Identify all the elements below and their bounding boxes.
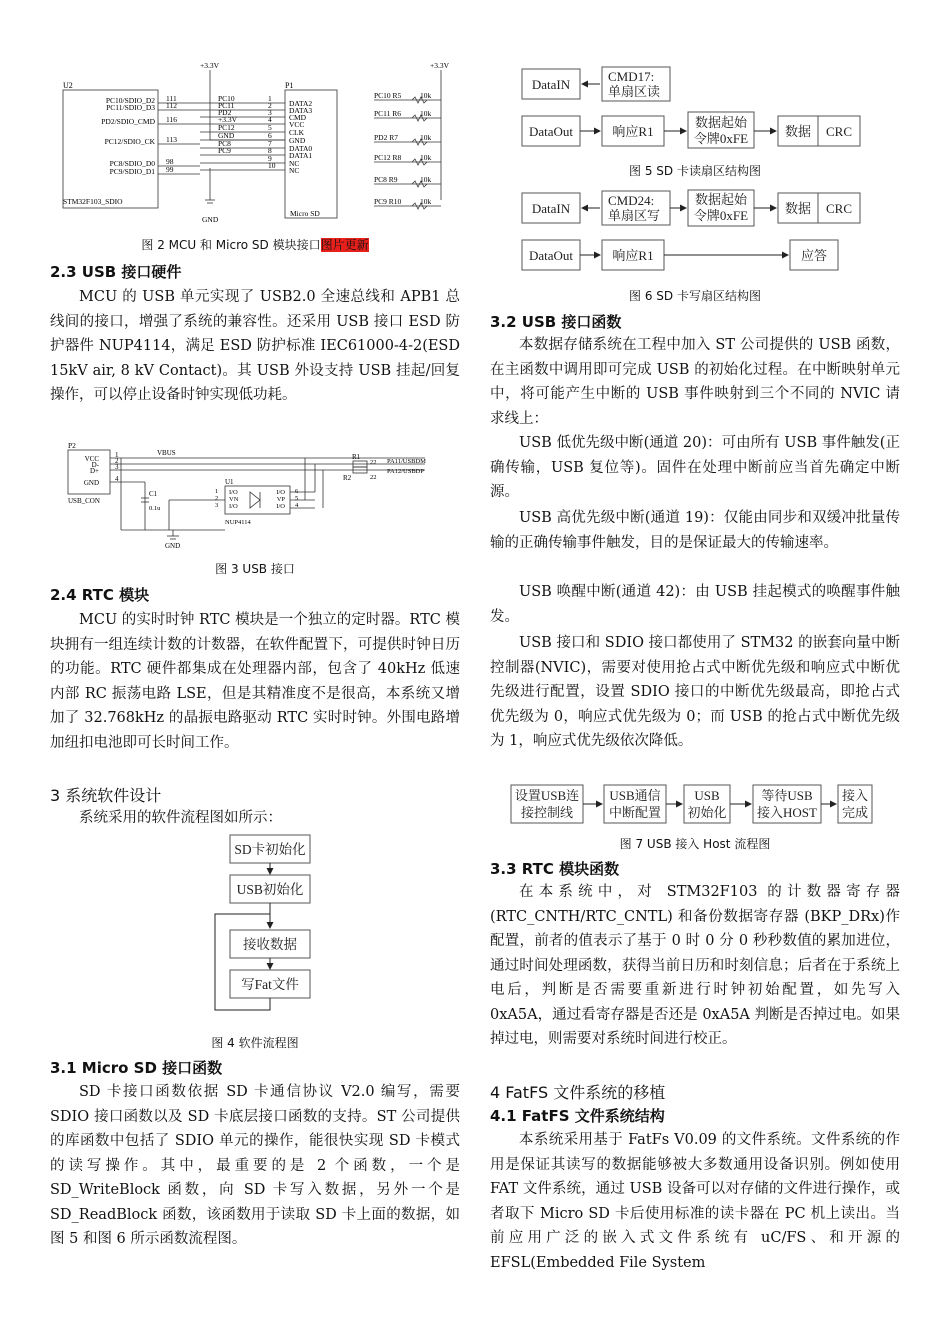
f5-cmd-line2: 单扇区读: [608, 84, 661, 99]
p1-pin: NC: [289, 159, 300, 168]
figure-5-caption: 图 5 SD 卡读扇区结构图: [629, 164, 761, 178]
pullup-value: 10k: [420, 197, 432, 206]
p1-pin-number: 2: [268, 101, 272, 110]
figure-4-caption: 图 4 软件流程图: [211, 1036, 299, 1050]
pullup-value: 10k: [420, 91, 432, 100]
r2-value: 22: [370, 474, 377, 481]
section-3-2-body-3: USB 高优先级中断(通道 19)：仅能由同步和双缓冲批量传输的正确传输事件触发，目的是保证最大的传输速率。: [490, 510, 900, 551]
pullup-value: 10k: [420, 109, 432, 118]
pullup-label: PC10 R5: [374, 91, 402, 100]
pullup-label: PC8 R9: [374, 175, 398, 184]
f6-cmd-line1: CMD24:: [608, 193, 655, 208]
flow-step-label: SD卡初始化: [234, 842, 306, 857]
flow-step-label: 接收数据: [243, 937, 297, 952]
f6-datain: DataIN: [531, 201, 571, 216]
p2-pin-number: 1: [115, 451, 119, 459]
pullup-value: 10k: [420, 153, 432, 162]
u2-pin-number: 113: [166, 135, 177, 144]
usb-flow-line1: 等待USB: [761, 788, 813, 803]
net-label: PC10: [218, 94, 235, 103]
u1-name: NUP4114: [225, 519, 251, 526]
f5-token-line2: 令牌0xFE: [693, 131, 749, 146]
p1-pin: DATA1: [289, 151, 313, 160]
section-3-1-body: SD 卡接口函数依据 SD 卡通信协议 V2.0 编写，需要 SDIO 接口函数以及 SD 卡底层接口函数的支持。ST 公司提供的库函数中包括了 SDIO 单元的操作，能很快实现 SD 卡模式的读写操作。其中，最重要的是 2 个函数，一个是 SD_WriteBlock 函数，向 SD 卡写入数据，另外一个是 SD_ReadBlock 函数，该函数用于读取 SD 卡上面的数据，如图 5 和图 6 所示函数流程图。: [50, 1084, 460, 1247]
section-4-title: 4 FatFS 文件系统的移植: [490, 1083, 666, 1102]
r1-label: R1: [352, 453, 361, 461]
pullup-label: PC9 R10: [374, 197, 402, 206]
pullup-label: PC11 R6: [374, 109, 402, 118]
vcc-label-2: +3.3V: [430, 61, 450, 70]
f5-cmd-line1: CMD17:: [608, 69, 655, 84]
u2-pin: PC9/SDIO_D1: [109, 167, 155, 176]
usb-flow-line1: 设置USB连: [514, 788, 580, 803]
u1-left-pin: I/O: [229, 503, 238, 510]
u1-label: U1: [225, 478, 234, 486]
net-label: PC9: [218, 146, 231, 155]
u1-left-pin-number: 2: [215, 495, 219, 502]
pullup-value: 10k: [420, 175, 432, 184]
section-2-3-title: 2.3 USB 接口硬件: [50, 263, 182, 281]
usb-flow-line2: 中断配置: [608, 805, 662, 820]
net-label: PC8: [218, 139, 231, 148]
section-3-2-body-4: USB 唤醒中断(通道 42)：由 USB 挂起模式的唤醒事件触发。: [490, 584, 900, 625]
usb-flow-line1: 接入: [841, 788, 869, 803]
p2-pin-number: 4: [115, 475, 119, 483]
pullup-label: PC12 R8: [374, 153, 402, 162]
pullup-value: 10k: [420, 133, 432, 142]
section-2-3-body: MCU 的 USB 单元实现了 USB2.0 全速总线和 APB1 总线间的接口，增强了系统的兼容性。还采用 USB 接口 ESD 防护器件 NUP4114，满足 ESD 防护标准 IEC61000-4-2(ESD 15kV air, 8 kV Contact)。其 USB 外设支持 USB 挂起/回复操作，可以停止设备时钟实现低功耗。: [50, 289, 460, 403]
u1-left-pin: VN: [229, 496, 239, 503]
p1-pin-number: 7: [268, 139, 272, 148]
f6-ack: 应答: [800, 248, 828, 263]
u1-right-pin: I/O: [276, 503, 285, 510]
section-3-1-title: 3.1 Micro SD 接口函数: [50, 1059, 223, 1077]
r1-value: 22: [370, 459, 377, 466]
net-label: PD2: [218, 108, 232, 117]
u2-pin: PC10/SDIO_D2: [105, 96, 155, 105]
u2-label: U2: [63, 81, 73, 90]
u2-pin: PC8/SDIO_D0: [109, 159, 155, 168]
net-label: +3.3V: [218, 115, 238, 124]
figure-3-schematic: [65, 440, 460, 552]
section-4-1-body: 本系统采用基于 FatFs V0.09 的文件系统。文件系统的作用是保证其读写的数据能够被大多数通用设备识别。例如使用 FAT 文件系统，通过 USB 设备可以对存储的文件进行操作，或者取下 Micro SD 卡后使用标准的读卡器在 PC 机上读出。当前应用广泛的嵌入式文件系统有 uC/FS、和开源的 EFSL(Embedded File System: [490, 1132, 900, 1271]
figure-2-schematic: [60, 60, 460, 232]
p1-pin-number: 1: [268, 94, 272, 103]
net-usbdp: PA12/USBDP: [387, 468, 424, 475]
p1-pin-number: 8: [268, 146, 272, 155]
f5-token-line1: 数据起始: [694, 115, 748, 130]
net-usbdm: PA11/USBDM: [387, 458, 426, 465]
vcc-label-1: +3.3V: [200, 61, 220, 70]
u2-pin-number: 111: [166, 94, 177, 103]
p1-pin: DATA2: [289, 99, 313, 108]
u2-pin: PC11/SDIO_D3: [106, 103, 155, 112]
net-label: PC12: [218, 123, 235, 132]
p2-label: P2: [68, 441, 76, 450]
net-label: PC11: [218, 101, 235, 110]
flow-step-label: 写Fat文件: [241, 977, 299, 992]
figure-3-caption: 图 3 USB 接口: [215, 562, 295, 576]
figure-6-caption: 图 6 SD 卡写扇区结构图: [629, 289, 761, 303]
figure-7-flowchart: [508, 783, 878, 827]
figure-4-flowchart: [200, 832, 340, 1017]
section-2-4-body: MCU 的实时时钟 RTC 模块是一个独立的定时器。RTC 模块拥有一组连续计数的计数器，在软件配置下，可提供时钟日历的功能。RTC 硬件都集成在处理器内部，包含了 40kHz 低速内部 RC 振荡电路 LSE，但是其精准度不是很高，本系统又增加了 32.768kHz 的晶振电路驱动 RTC 实时时钟。外围电路增加纽扣电池即可长时间工作。: [50, 612, 460, 751]
u1-right-pin-number: 5: [295, 495, 299, 502]
f5-dataout: DataOut: [528, 124, 574, 139]
p1-name: Micro SD: [290, 209, 320, 218]
f5-datain: DataIN: [531, 77, 571, 92]
net-label: GND: [218, 131, 235, 140]
u1-right-pin-number: 6: [295, 488, 299, 495]
section-3-2-body-5: USB 接口和 SDIO 接口都使用了 STM32 的嵌套向量中断控制器(NVIC)，需要对使用抢占式中断优先级和响应式中断优先级进行配置，设置 SDIO 接口的中断优先级最高，即抢占式优先级为 0，响应式优先级为 0；而 USB 的抢占式中断优先级为 1，响应式优先级依次降低。: [490, 635, 900, 749]
section-4-1-title: 4.1 FatFS 文件系统结构: [490, 1107, 665, 1125]
p1-pin: CLK: [289, 128, 304, 137]
p1-pin: DATA3: [289, 106, 313, 115]
usb-flow-line2: 初始化: [687, 805, 727, 820]
f6-dataout: DataOut: [528, 248, 574, 263]
fig3-gnd-label: GND: [165, 542, 181, 550]
section-3-2-body-2: USB 低优先级中断(通道 20)：可由所有 USB 事件触发(正确传输，USB 复位等)。固件在处理中断前应当首先确定中断源。: [490, 435, 900, 500]
u2-pin-number: 112: [166, 101, 177, 110]
p2-pin: VCC: [84, 455, 99, 463]
vbus-label: VBUS: [157, 449, 176, 457]
gnd-label: GND: [202, 215, 219, 224]
usb-flow-line1: USB通信: [609, 788, 661, 803]
f6-cmd-line2: 单扇区写: [608, 208, 661, 223]
p1-pin-number: 4: [268, 115, 272, 124]
section-3-2-body-1: 本数据存储系统在工程中加入 ST 公司提供的 USB 函数，在主函数中调用即可完成 USB 的初始化过程。在中断映射单元中，将可能产生中断的 USB 事件映射到三个不同的 NVIC 请求线上：: [490, 337, 900, 427]
u1-left-pin-number: 3: [215, 502, 219, 509]
pullup-label: PD2 R7: [374, 133, 398, 142]
usb-flow-line1: USB: [694, 788, 720, 803]
section-2-4-title: 2.4 RTC 模块: [50, 586, 150, 604]
section-3-body: 系统采用的软件流程图如所示：: [79, 810, 282, 826]
p1-pin: GND: [289, 136, 306, 145]
p2-pin-number: 3: [115, 463, 119, 471]
f5-resp: 响应R1: [612, 124, 654, 139]
p1-pin-number: 9: [268, 154, 272, 163]
flow-step-label: USB初始化: [236, 882, 304, 897]
u1-right-pin-number: 4: [295, 502, 299, 509]
f5-crc: CRC: [825, 124, 853, 139]
p1-pin-number: 5: [268, 123, 272, 132]
figure-2-caption-note: 图片更新: [320, 238, 369, 252]
u2-pin-number: 116: [166, 115, 177, 124]
p1-pin: CMD: [289, 113, 307, 122]
r2-label: R2: [343, 474, 352, 482]
c1-value: 0.1u: [149, 505, 161, 512]
figure-7-caption: 图 7 USB 接入 Host 流程图: [619, 837, 771, 851]
f6-crc: CRC: [825, 201, 853, 216]
c1-label: C1: [149, 490, 158, 498]
p2-pin: D+: [89, 467, 99, 475]
p2-pin-number: 2: [115, 457, 119, 465]
p2-pin: D-: [91, 461, 99, 469]
p2-name: USB_CON: [68, 497, 100, 505]
figure-5-diagram: [520, 64, 865, 154]
p1-pin: NC: [289, 166, 300, 175]
f6-token-line2: 令牌0xFE: [693, 208, 749, 223]
figure-2-caption: [50, 236, 460, 253]
p1-pin-number: 6: [268, 131, 272, 140]
p1-pin-number: 10: [268, 161, 276, 170]
u2-pin: PD2/SDIO_CMD: [101, 117, 155, 126]
u2-pin-number: 98: [166, 157, 174, 166]
figure-2-caption-text: 图 2 MCU 和 Micro SD 模块接口: [141, 238, 321, 252]
section-3-3-title: 3.3 RTC 模块函数: [490, 860, 620, 878]
usb-flow-line2: 接控制线: [520, 805, 574, 820]
f6-resp: 响应R1: [612, 248, 654, 263]
section-3-3-body: 在本系统中，对 STM32F103 的计数器寄存器 (RTC_CNTH/RTC_CNTL) 和备份数据寄存器 (BKP_DRx)作配置，前者的值表示了基于 0 时 0 分 0 秒秒数值的累加进位，通过时间处理函数，获得当前日历和时刻信息；后者在于系统上电后，判断是否需要重新进行时钟初始配置，如先写入 0xA5A，通过看寄存器是否还是 0xA5A 判断是否掉过电。如果掉过电，则需要对系统时间进行校正。: [490, 884, 900, 1047]
u2-name: STM32F103_SDIO: [63, 197, 123, 206]
p2-pin: GND: [83, 479, 99, 487]
p1-pin: DATA0: [289, 144, 313, 153]
section-3-2-title: 3.2 USB 接口函数: [490, 313, 622, 331]
usb-flow-line2: 完成: [841, 805, 869, 820]
f6-token-line1: 数据起始: [694, 192, 748, 207]
figure-6-diagram: [520, 188, 865, 278]
u2-pin: PC12/SDIO_CK: [104, 137, 155, 146]
u2-pin-number: 99: [166, 165, 174, 174]
p1-pin-number: 3: [268, 108, 272, 117]
u1-right-pin: VP: [276, 496, 285, 503]
usb-flow-line2: 接入HOST: [757, 805, 817, 820]
section-3-title: 3 系统软件设计: [50, 786, 162, 805]
u1-left-pin: I/O: [229, 489, 238, 496]
f6-data: 数据: [784, 201, 812, 216]
f5-data: 数据: [784, 124, 812, 139]
u1-right-pin: I/O: [276, 489, 285, 496]
u1-left-pin-number: 1: [215, 488, 219, 495]
p1-pin: VCC: [289, 120, 305, 129]
p1-label: P1: [285, 81, 294, 90]
